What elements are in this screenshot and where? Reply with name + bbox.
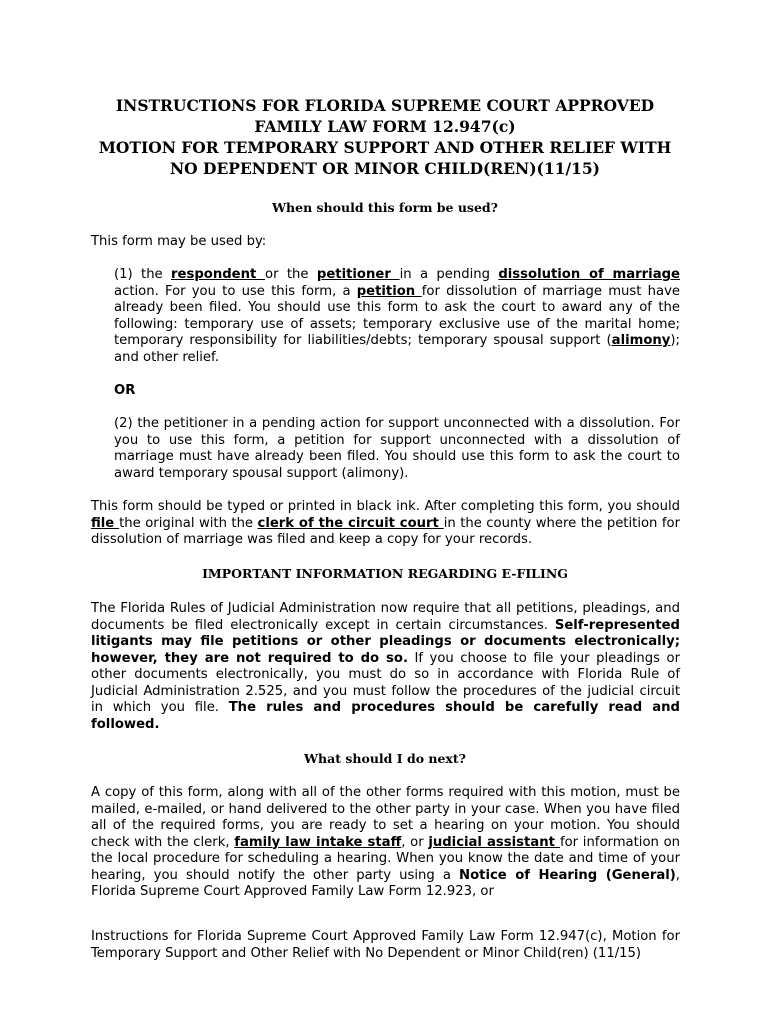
or-label: OR [114,383,136,398]
text: A copy of this form, along with all of the other forms required with this motion, must be mailed, e-mailed, or hand delivered to the other party in your case. When you have filed all of the required forms, you are ready to set a hearing on your motion. You should check with the clerk, [91,785,680,850]
page-footer: Instructions for Florida Supreme Court Approved Family Law Form 12.947(c), Motion for Temporary Support and Other Relief with No Dependent or Minor Child(ren) (11/15) [91,929,680,961]
intro-text: This form may be used by: [91,234,267,249]
file-link[interactable]: file [91,515,120,531]
text: The Florida Rules of Judicial Administration now require that all petitions, pleadings, and documents be filed electronically except in certain circumstances. [91,601,680,633]
text: If you choose to file your pleadings or other documents electronically, you must do so in accordance with Florida Rule of Judicial Administration 2.525, and you must follow the procedures of the judicial circuit in which you file. [91,650,680,715]
what-next-paragraph [91,785,680,901]
respondent-link[interactable]: respondent [171,267,266,282]
text: (1) the [114,267,172,282]
title-line-2: FAMILY LAW FORM 12.947(c) [254,117,516,136]
alimony-link[interactable]: alimony [611,333,671,348]
heading-what-next: What should I do next? [304,751,466,766]
petition-link[interactable]: petition [356,283,422,299]
text: , Florida Supreme Court Approved Family Law Form 12.923, or [91,867,680,899]
title-line-1: INSTRUCTIONS FOR FLORIDA SUPREME COURT APPROVED [115,96,655,115]
typed-ink-paragraph [91,499,680,549]
text: for dissolution of marriage must have already been filed. You should use this form to ask the court to award any of the following: temporary use of assets; temporary exclusive use of the marital home; temporary responsibility for liabilities/debts; temporary spousal support ( [114,283,680,348]
text: for information on the local procedure for scheduling a hearing. When you know the date and time of your hearing, you should notify the other party using a [91,834,680,883]
item-2-paragraph: (2) the petitioner in a pending action for support unconnected with a dissolution. For you to use this form, a petition for support unconnected with a dissolution of marriage must have already been filed. You should use this form to ask the court to award temporary spousal support (alimony). [114,416,680,481]
judicial-assistant-link[interactable]: judicial assistant [428,834,560,850]
text: in the county where the petition for dissolution of marriage was filed and keep a copy for your records. [91,515,680,547]
item-1-paragraph [114,267,680,366]
notice-of-hearing-text: Notice of Hearing (General) [459,867,676,883]
heading-when-used: When should this form be used? [272,200,498,215]
heading-efiling: IMPORTANT INFORMATION REGARDING E-FILING [202,566,568,581]
text: This form should be typed or printed in black ink. After completing this form, you should [91,499,680,514]
clerk-of-circuit-court-link[interactable]: clerk of the circuit court [257,515,444,531]
text: ); and other relief. [114,333,680,365]
text-bold: Self-represented litigants may file petitions or other pleadings or documents electronically; however, they are not required to do so. [91,617,680,666]
title-line-3: MOTION FOR TEMPORARY SUPPORT AND OTHER RELIEF WITH [98,138,672,157]
text: , or [401,834,429,850]
petitioner-link[interactable]: petitioner [316,267,400,282]
document-title [80,95,690,179]
text: or the [265,267,317,282]
efiling-paragraph [91,601,680,733]
text-bold: The rules and procedures should be carefully read and followed. [91,700,680,732]
dissolution-of-marriage-link[interactable]: dissolution of marriage [498,267,680,282]
family-law-intake-staff-link[interactable]: family law intake staff [234,834,402,850]
text: in a pending [399,267,499,282]
title-line-4: NO DEPENDENT OR MINOR CHILD(REN)(11/15) [169,159,601,178]
text: action. For you to use this form, a [114,283,357,299]
text: the original with the [119,515,258,531]
